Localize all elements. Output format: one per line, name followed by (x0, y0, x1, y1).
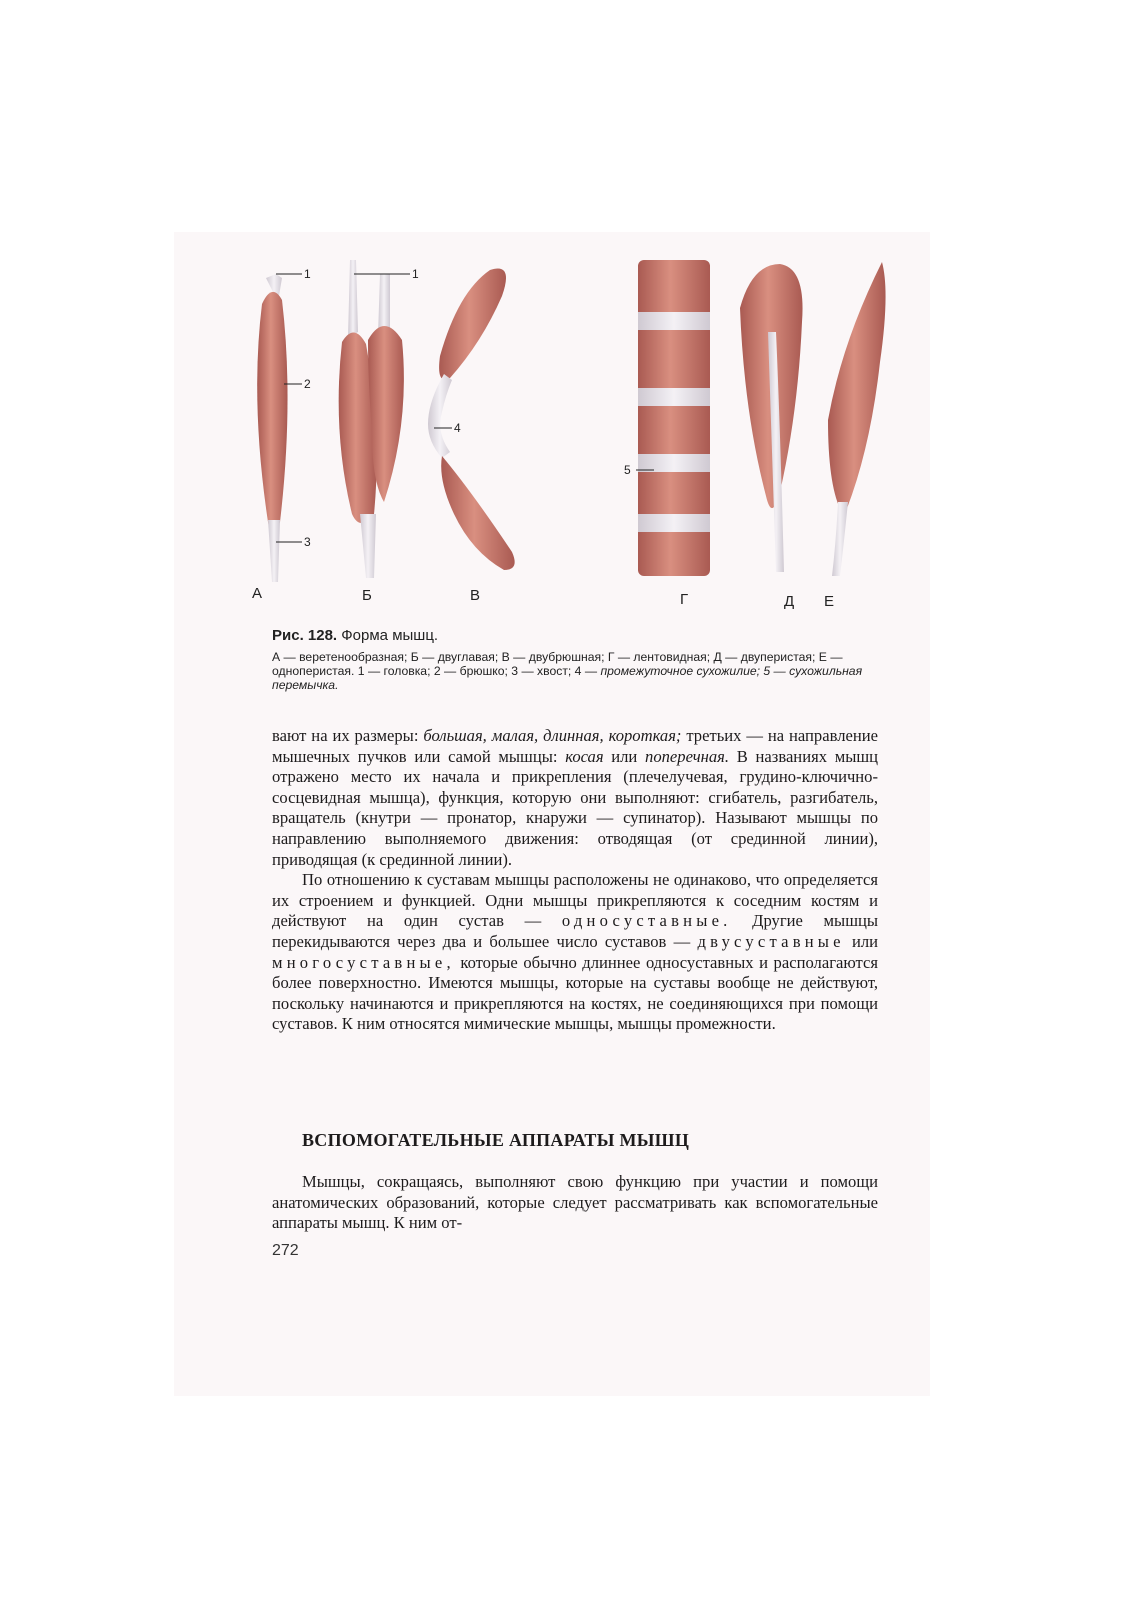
figure-number-4: 4 (454, 421, 461, 435)
muscle-d-bipennate (740, 264, 803, 572)
caption-legend-text: А — веретенообразная; Б — двуглавая; В — двубрюшная; Г — лентовидная; Д — двуперистая; Е — одноперистая. 1 — головка; 2 — брюшко; 3 — хвост; 4 — (272, 650, 843, 678)
caption-title (272, 626, 878, 646)
muscle-shapes-figure (232, 252, 922, 622)
figure-number-3: 3 (304, 535, 311, 549)
figure-letter-d: Д (784, 593, 795, 610)
figure-number-1a: 1 (304, 267, 311, 281)
text-run: которые обычно длиннее односуставных и располагаются более поверхностно. Имеются мышцы, которые на суставы вообще не действуют, поскольку начинаются и прикрепляются на костях, не соединяющихся при помощи суставов. К ним относятся мимические мышцы, мышцы промежности. (272, 952, 878, 1034)
text-run: вают на их размеры: (272, 726, 424, 745)
muscle-b-biceps (339, 260, 404, 578)
figure-number-5: 5 (624, 463, 631, 477)
italic-run: поперечная. (645, 746, 730, 766)
muscle-a-fusiform (257, 274, 287, 582)
figure-letter-e: Е (824, 593, 835, 610)
text-run: По отношению к суставам мышцы расположены не одинаково, что определяется их строением и функцией. Одни мышцы прикрепляются к соседним костям и действуют на один сустав — (272, 870, 878, 931)
text-run: или (844, 931, 878, 951)
caption-legend-italic: промежуточное сухожилие; 5 — сухожильная перемычка. (272, 664, 863, 692)
main-text (272, 726, 878, 1035)
figure-letter-v: В (470, 587, 481, 604)
spaced-term: односуставные. (561, 911, 732, 931)
section-text (272, 1172, 878, 1234)
section-heading: ВСПОМОГАТЕЛЬНЫЕ АППАРАТЫ МЫШЦ (302, 1130, 690, 1150)
muscle-g-strap (638, 260, 710, 576)
text-run: Другие мышцы перекидываются через два и большее число суставов — (272, 911, 879, 951)
text-run: или (603, 746, 646, 766)
muscle-v-digastric (428, 268, 515, 570)
figure-letter-g: Г (680, 591, 689, 608)
figure-letter-b: Б (362, 587, 372, 604)
figure-number-2: 2 (304, 377, 311, 391)
figure-letter-a: А (252, 585, 263, 602)
spaced-term: двусуставные (697, 931, 845, 951)
caption-figure-title: Форма мышц. (341, 627, 439, 644)
muscle-e-unipennate (828, 262, 886, 576)
page-number: 272 (272, 1242, 299, 1259)
figure-caption (272, 626, 878, 692)
paragraph-naming (272, 726, 878, 870)
caption-legend (272, 650, 878, 692)
spaced-term: многосуставные, (272, 952, 455, 972)
caption-figure-number: Рис. 128. (272, 627, 338, 644)
paragraph-auxiliary: Мышцы, сокращаясь, выполняют свою функцию при участии и помощи анатомических образований, которые следует рассматривать как вспомогательные аппараты мышц. К ним от- (272, 1172, 878, 1233)
text-run: третьих — на направление мышечных пучков или самой мышцы: (272, 726, 878, 766)
figure-number-1b: 1 (412, 267, 419, 281)
text-run: В названиях мышц отражено место их начала и прикрепления (плечелучевая, грудино-ключично-сосцевидная мышца), функция, которую они выполняют: сгибатель, разгибатель, вращатель (кнутри — пронатор, кнаружи — супинатор). Называют мышцы по направлению выполняемого движения: отводящая (от срединной линии), приводящая (к срединной линии). (272, 746, 879, 869)
paragraph-joints (272, 870, 878, 1035)
italic-run: большая, малая, длинная, короткая; (423, 726, 682, 745)
italic-run: косая (565, 746, 604, 766)
